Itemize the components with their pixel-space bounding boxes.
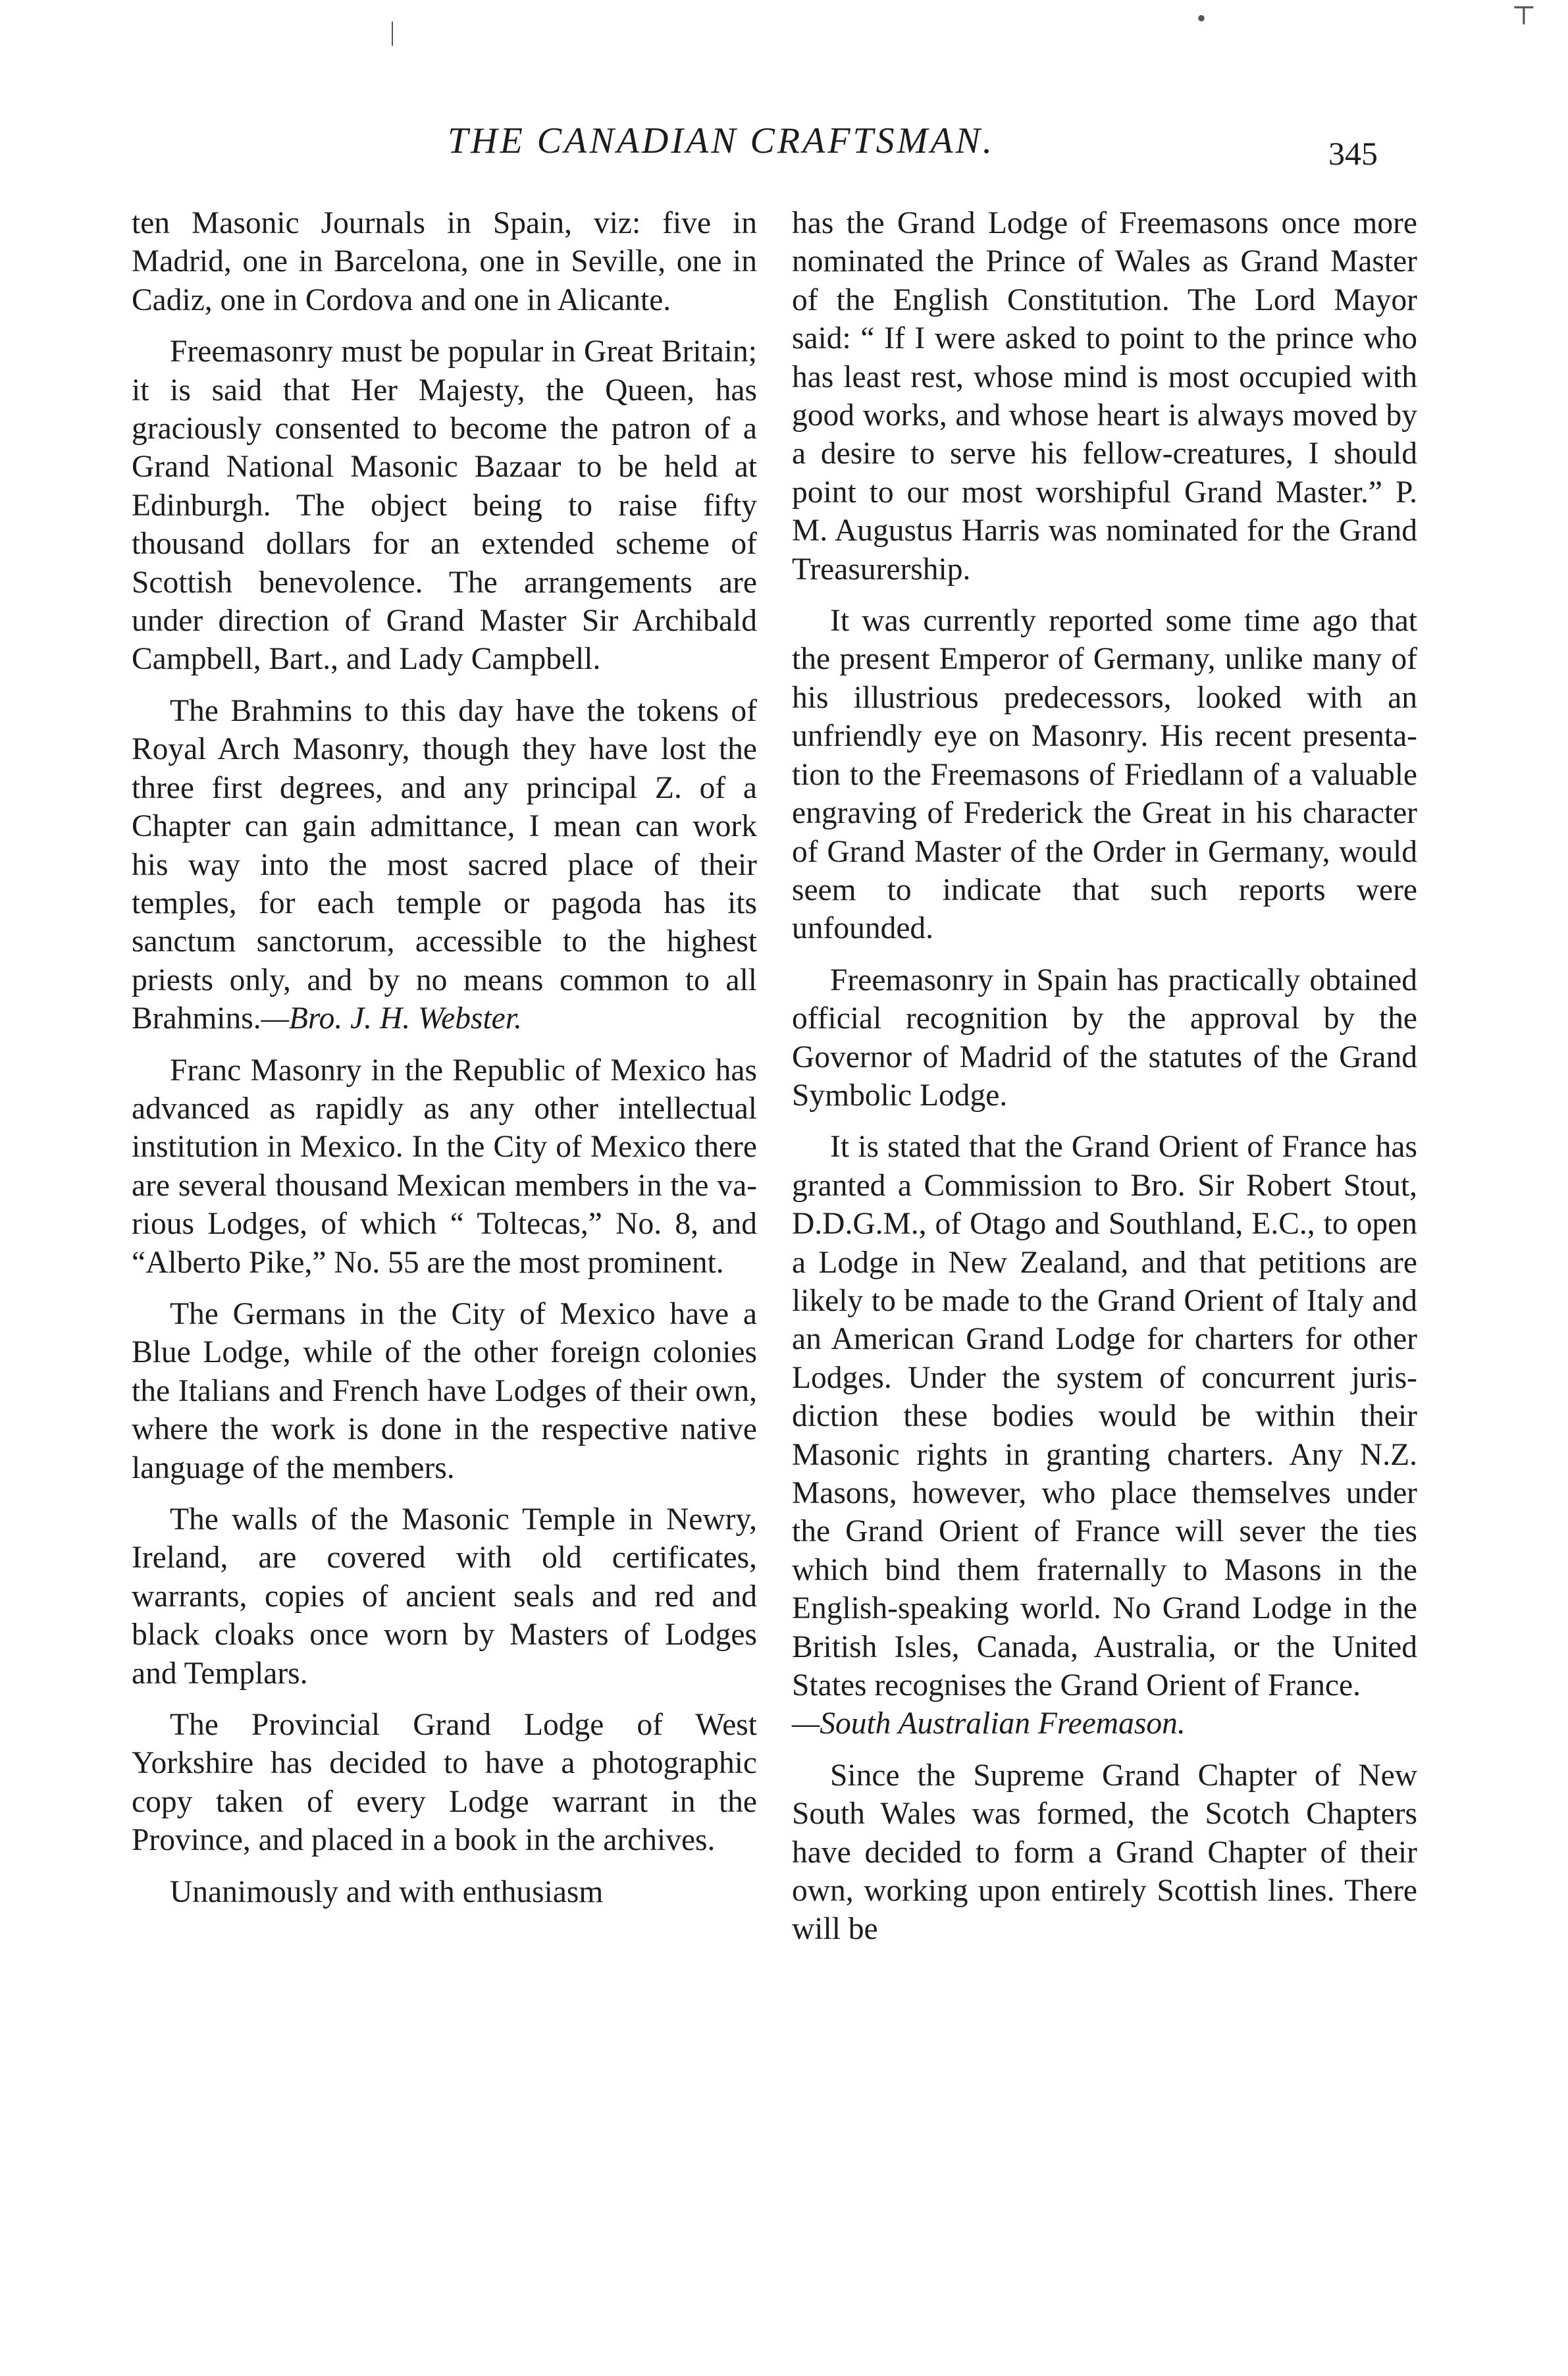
- right-column: [792, 204, 1417, 1949]
- scan-mark: |: [390, 16, 396, 46]
- paragraph: The walls of the Masonic Temple in Newry, Ireland, are covered with old certificates, warrants, copies of ancient seals and red and black cloaks once worn by Masters of Lodges and Templars.: [132, 1502, 757, 1691]
- paragraph-text: It is stated that the Grand Orient of France has granted a Commission to Bro. Sir Robert Stout, D.D.G.M., of Otago and Southland, E.C., to open a Lodge in New Zealand, and that petitions are likely to be made to the Grand Orient of Italy and an American Grand Lodge for charters for other Lodges. Under the system of concurrent jurisdiction these bodies would be within their Masonic rights in granting charters. Any N.Z. Masons, however, who place themselves under the Grand Orient of France will sever the ties which bind them fraternally to Masons in the English-speaking world. No Grand Lodge in the British Isles, Canada, Australia, or the United States recognises the Grand Orient of France.: [792, 1130, 1417, 1703]
- paragraph: Unanimously and with enthusiasm: [170, 1874, 604, 1909]
- paragraph: Franc Masonry in the Republic of Mexico has advanced as rapidly as any other intellectual institution in Mexico. In the City of Mexico there are several thousand Mexican members in the various Lodges, of which “ Toltecas,” No. 8, and “Alberto Pike,” No. 55 are the most prominent.: [132, 1053, 757, 1280]
- page-header: [0, 120, 1568, 179]
- paragraph: The Provincial Grand Lodge of West Yorkshire has decided to have a photographic copy taken of every Lodge warrant in the Province, and placed in a book in the archives.: [132, 1708, 757, 1858]
- paragraph: [792, 1128, 1417, 1743]
- paragraph-text: The Brahmins to this day have the tokens of Royal Arch Masonry, though they have lost the three first degrees, and any principal Z. of a Chapter can gain admittance, I mean can work his way into the most sacred place of their temples, for each temple or pagoda has its sanctum sanctorum, accessible to the highest priests only, and by no means common to all Brahmins.: [132, 693, 757, 1036]
- paragraph: ten Masonic Journals in Spain, viz: five in Madrid, one in Barcelona, one in Seville, one in Cadiz, one in Cordova and one in Alicante.: [132, 206, 757, 317]
- paragraph: Freemasonry must be popular in Great Britain; it is said that Her Majesty, the Queen, has graciously consented to become the patron of a Grand National Masonic Bazaar to be held at Edinburgh. The object being to raise fifty thousand dollars for an extended scheme of Scottish benevolence. The arrangements are under direction of Grand Master Sir Archibald Campbell, Bart., and Lady Campbell.: [132, 334, 757, 677]
- paragraph: Since the Supreme Grand Chapter of New South Wales was formed, the Scotch Chapters have decided to form a Grand Chapter of their own, working upon entirely Scottish lines. There will be: [792, 1758, 1417, 1947]
- running-title: THE CANADIAN CRAFTSMAN.: [448, 120, 995, 161]
- scan-mark: ⊤: [1511, 1, 1536, 30]
- paragraph: Freemasonry in Spain has practically obtained official recognition by the approval by the Governor of Madrid of the statutes of the Grand Symbolic Lodge.: [792, 963, 1417, 1113]
- paragraph: It was currently reported some time ago that the present Emperor of Germany, unlike many of his illustrious predecessors, looked with an unfriendly eye on Masonry. His recent presentation to the Freemasons of Friedlann of a valuable engraving of Frederick the Great in his character of Grand Master of the Order in Germany, would seem to indicate that such reports were unfounded.: [792, 604, 1417, 946]
- citation: —Bro. J. H. Webster.: [261, 1001, 522, 1036]
- left-column: [132, 204, 757, 1911]
- page-number: 345: [1328, 135, 1378, 172]
- paragraph: [132, 692, 757, 1038]
- paragraph: has the Grand Lodge of Freemasons once more nominated the Prince of Wales as Grand Master of the English Constitution. The Lord Mayor said: “ If I were asked to point to the prince who has least rest, whose mind is most occupied with good works, and whose heart is always moved by a desire to serve his fellow-creatures, I should point to our most worshipful Grand Master.” P. M. Augustus Harris was nominated for the Grand Treasurership.: [792, 206, 1417, 587]
- scan-mark: •: [1197, 3, 1207, 33]
- citation: —South Australian Freemason.: [792, 1706, 1186, 1741]
- paragraph: The Germans in the City of Mexico have a Blue Lodge, while of the other foreign colonies the Italians and French have Lodges of their own, where the work is done in the respective native language of the members.: [132, 1296, 757, 1485]
